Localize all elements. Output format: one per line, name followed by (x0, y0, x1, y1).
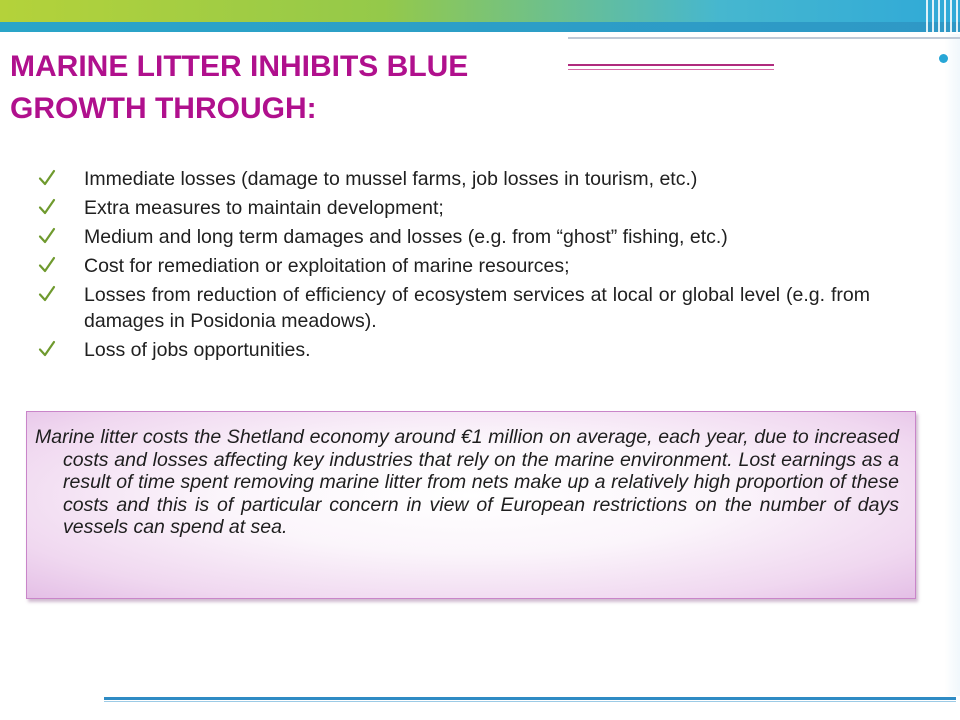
title-line: MARINE LITTER INHIBITS BLUE (10, 50, 469, 83)
callout-text: Marine litter costs the Shetland economy around €1 million on average, each year, due to increased costs and losses affecting key industries that rely on the marine environment. Lost earnings as a result of time spent removing marine litter from nets make up a relatively high proportion of these costs and this is of particular concern in view of European restrictions on the number of days vessels can spend at sea. (35, 426, 899, 538)
checkmark-icon (38, 227, 56, 245)
bullet-text: Loss of jobs opportunities. (84, 339, 311, 361)
checkmark-icon (38, 198, 56, 216)
title-line: GROWTH THROUGH: (10, 92, 317, 125)
bullet-item (38, 337, 870, 363)
top-banner-green (0, 0, 960, 22)
title-rule-magenta (568, 64, 774, 66)
callout-box (26, 411, 916, 599)
bullet-item (38, 224, 870, 250)
title-dot (939, 54, 948, 63)
top-banner-blue (0, 22, 960, 32)
bullet-item (38, 195, 870, 221)
bullet-item (38, 253, 870, 279)
bullet-text: Cost for remediation or exploitation of marine resources; (84, 255, 570, 277)
bullet-text: Medium and long term damages and losses (e.g. from “ghost” fishing, etc.) (84, 226, 728, 248)
checkmark-icon (38, 285, 56, 303)
checkmark-icon (38, 169, 56, 187)
bullet-item (38, 166, 870, 192)
bullet-text: Immediate losses (damage to mussel farms, job losses in tourism, etc.) (84, 168, 698, 190)
bullet-item (38, 282, 870, 334)
bullet-text: Extra measures to maintain development; (84, 197, 444, 219)
right-edge-shade (944, 34, 960, 696)
title-rule-grey (568, 37, 960, 39)
slide-title (10, 46, 570, 130)
bullet-list (38, 166, 870, 366)
title-rule-pink (568, 69, 774, 70)
checkmark-icon (38, 256, 56, 274)
checkmark-icon (38, 340, 56, 358)
footer-rule (104, 697, 956, 700)
footer-rule-light (104, 701, 956, 702)
bullet-text: Losses from reduction of efficiency of ecosystem services at local or global level (e.g. from damages in Posidonia meadows). (84, 284, 870, 332)
